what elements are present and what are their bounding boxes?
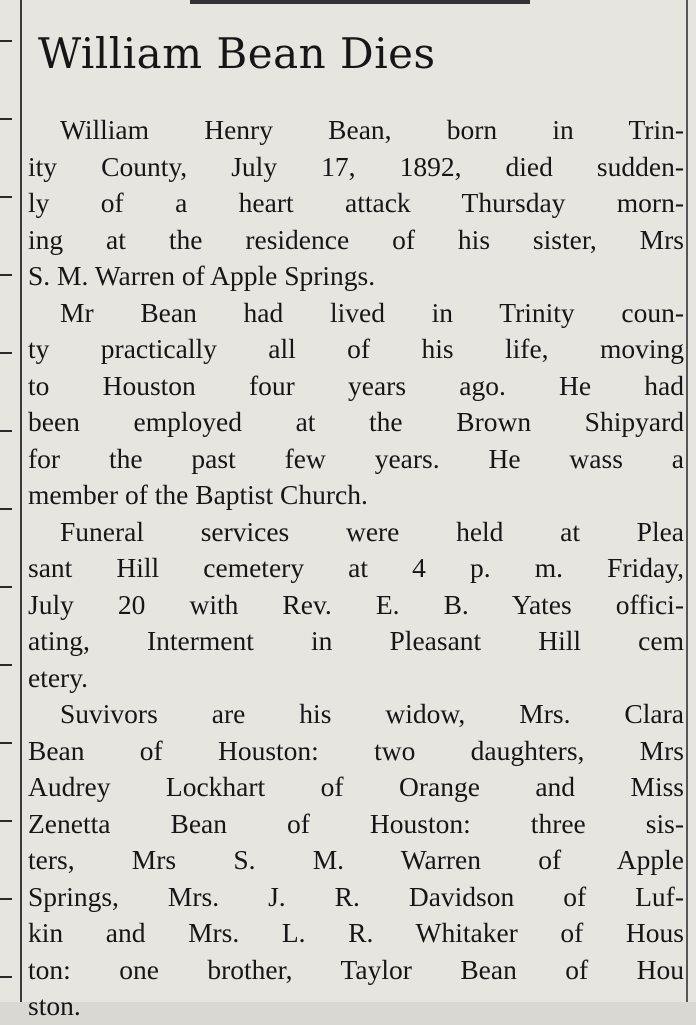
article-line: ston.	[28, 990, 81, 1021]
ruler-tick	[0, 664, 12, 666]
ruler-tick	[0, 430, 12, 432]
ruler-tick	[0, 586, 12, 588]
left-margin-ruler	[0, 0, 22, 1002]
headline: William Bean Dies	[38, 29, 436, 78]
article-line: Zenetta Bean of Houston: three sis-	[28, 807, 684, 839]
ruler-tick	[0, 352, 12, 354]
article-line: ty practically all of his life, moving	[28, 333, 684, 364]
article-line: ing at the residence of his sister, Mrs	[28, 223, 684, 255]
article-line: ating, Interment in Pleasant Hill cem	[28, 625, 684, 656]
article-line: ton: one brother, Taylor Bean of Hou	[28, 953, 684, 985]
obituary-article	[28, 14, 684, 1021]
ruler-tick	[0, 118, 12, 120]
article-line: sant Hill cemetery at 4 p. m. Friday,	[28, 552, 684, 583]
article-paragraph	[28, 112, 684, 295]
article-line: ters, Mrs S. M. Warren of Apple	[28, 844, 684, 875]
article-line: kin and Mrs. L. R. Whitaker of Hous	[28, 917, 684, 948]
ruler-tick	[0, 898, 12, 900]
ruler-tick	[0, 820, 12, 822]
article-line: etery.	[28, 661, 89, 693]
article-line: to Houston four years ago. He had	[28, 369, 684, 401]
article-line: Springs, Mrs. J. R. Davidson of Luf-	[28, 880, 684, 912]
ruler-tick	[0, 40, 12, 42]
article-line: S. M. Warren of Apple Springs.	[28, 260, 376, 291]
article-paragraph	[28, 514, 684, 697]
article-line: ity County, July 17, 1892, died sudden-	[28, 150, 684, 182]
ruler-tick	[0, 976, 12, 978]
ruler-tick	[0, 508, 12, 510]
ruler-tick	[0, 274, 12, 276]
article-line: been employed at the Brown Shipyard	[28, 406, 684, 437]
article-body	[28, 112, 684, 1025]
article-line: member of the Baptist Church.	[28, 479, 368, 510]
article-line: Funeral services were held at Plea	[60, 515, 684, 547]
article-line: Bean of Houston: two daughters, Mrs	[28, 734, 684, 766]
clipping-top-edge	[190, 0, 530, 4]
article-paragraph	[28, 295, 684, 514]
ruler-tick	[0, 196, 12, 198]
article-line: William Henry Bean, born in Trin-	[60, 114, 684, 145]
article-line: July 20 with Rev. E. B. Yates offici-	[28, 588, 684, 620]
article-paragraph	[28, 696, 684, 1025]
clipping-right-edge	[686, 0, 688, 1002]
article-line: Audrey Lockhart of Orange and Miss	[28, 771, 684, 802]
article-line: Mr Bean had lived in Trinity coun-	[60, 296, 684, 328]
article-line: for the past few years. He wass a	[28, 442, 684, 474]
article-line: Suvivors are his widow, Mrs. Clara	[60, 698, 684, 729]
article-line: ly of a heart attack Thursday morn-	[28, 187, 684, 218]
ruler-tick	[0, 742, 12, 744]
